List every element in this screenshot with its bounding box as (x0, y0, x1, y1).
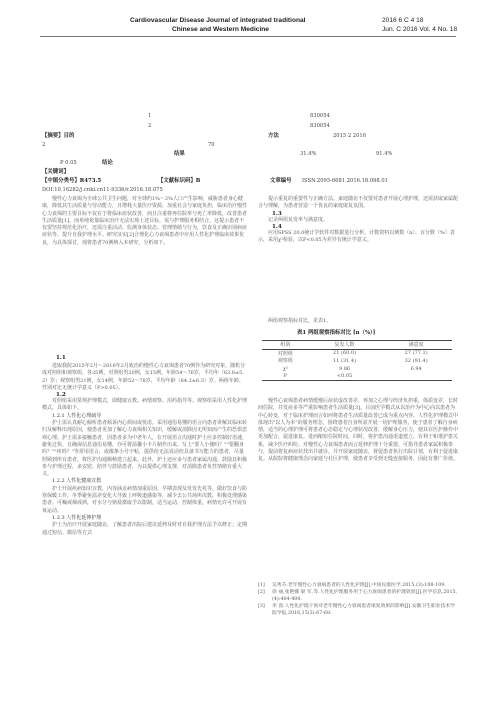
table-cell: 21 (60.0) (333, 350, 357, 357)
discussion-paragraph: 慢性心衰竭患者病情缓慢后症状虚改善差，再加之心理与经济负担重，体质变差，长时间住院，并发症多等严重影响患者生活质量[3]。目前医学模式从以治疗为中心向以患者为中心转变，对于临床护理而言如何将患者生活质量改善已成为重点内容。人性化护理模式中体现出"以人为本"的服务理念，围绕患者自身所需开展一切护理服务，使于患者了解自身病情，适当的心理护理可将患者心态稳定与心理状况改善，缓解身心压力，使其在医护操作中更加配合，促进康复。进而缩短住院时间，同时，将护患沟通渠道建立，有利于和谐护患关系，减少医疗纠纷。对慢性心力衰竭患者而言延伸护理十分重要，可指导患者家属积极参与，提前将复病症状找出并就诊，并开展家庭随访，督促患者执行出院计划，有利于促进康复。从院院将健康理念向家庭与社区护理，使患者享受到无缝连接服务，因此有推广价值。 (258, 398, 459, 463)
table-cell (380, 372, 452, 380)
header-rule (40, 36, 456, 37)
abstract-dates: 2015 2 2016 (333, 133, 367, 139)
section-1-2-2-title: 1.2.2 人性化健康宣教 (52, 478, 102, 485)
journal-title-line1: Cardiovascular Disease Journal of integrated traditional (130, 17, 306, 24)
reference-number: [2] (258, 590, 265, 595)
table-row (262, 372, 452, 380)
conclusion-label: 结论 (102, 160, 113, 166)
section-1-2-3-title: 1.2.3 人性化延伸护理 (52, 514, 102, 521)
abstract-label: 【摘要】目的 (42, 133, 75, 139)
journal-title-line2: Chinese and Western Medicine (172, 26, 269, 33)
table-header-row (262, 341, 452, 349)
table-cell: 11 (31.4) (333, 357, 357, 364)
table-row (262, 365, 452, 373)
method-label: 方法 (268, 133, 279, 139)
section-1-2-text: 对照组采用常规护理模式，即健康宣教、病情观察、用药指导等。观察组采用人性化护理模式，具体如下。 (42, 398, 248, 412)
references (258, 582, 458, 617)
table-cell: 9.86 (338, 365, 351, 372)
table-caption: 表1 两组观察指标对比 [n（%）] (297, 330, 376, 336)
left-column (42, 355, 248, 537)
reference-number: [1] (258, 583, 265, 588)
section-1-2-3-text: 护士为治疗开展家庭随访，了解患者出院后建议延伸及时对自我护理方法予以修正；定期通过短信、微信等方式 (42, 522, 248, 536)
reference-text: 徐 丽,张艳娜 梁 军.等.人性化护理服务用于心力衰竭患者的护理效果[J].医学信息,2015,(4):404-404. (272, 590, 458, 602)
section-1-2-1-title: 1.2.1 人性化心理疏导 (52, 412, 102, 419)
section-1-4-title: 1.4 (272, 223, 282, 230)
keywords-label: 【关键词】 (42, 169, 69, 175)
table-cell: 32 (91.4) (404, 357, 428, 364)
table-header-cell: 组别 (280, 342, 291, 349)
table-header-cell: 复发人数 (334, 342, 355, 349)
reference-item (258, 589, 458, 603)
intro-paragraph: 慢性心力衰竭为全球公共卫生问题，对全球约1%～2%人口产生影响，威胁患者身心健康，降低其生活质量与劳动能力，且增耗大量医疗资源，加重社会与家庭负担，临床治疗慢性心力衰竭的主要目标不仅在于将临床症状改善，而且注重将再住院率与死亡率降低，改善患者生活质量[1]。而单纯依靠临床治疗无法实现上述目标，需与护理服务相结合。这提示患者不仅要坚持规范化治疗，还需注重活动、监测身体状态、管理情绪与行为，饮食及正确识别病症症状等，提升自我护理水平。研究证实[2]合理化心力衰竭患者中应用人性化护理临床效果优良，为具体探讨，现将患者70例纳入本研究，分析如下。 (42, 196, 248, 246)
issue-top: 2016 6 C 4 18 (382, 17, 424, 24)
table-header-cell: 满意度 (408, 342, 424, 349)
table-cell: 对照组 (277, 350, 293, 357)
affiliation-2: 2 (148, 123, 152, 129)
reference-item (258, 582, 458, 589)
issue-bottom: Jun. C 2016 Vol. 4 No. 18 (382, 26, 458, 33)
table-cell: 27 (77.1) (404, 350, 428, 357)
table-cell: 观察组 (277, 358, 293, 365)
abstract-num-70: 70 (208, 142, 215, 148)
affiliation-2-code: 830054 (310, 123, 330, 129)
table-cell: 6.94 (410, 365, 422, 372)
abstract-num-2: 2 (42, 142, 46, 148)
table-row (262, 357, 452, 365)
clc-number: 【中图分类号】R473.5 (42, 178, 102, 184)
section-1-4-text: 应用SPSS 20.0统计学软件对数据进行分析，计数资料以例数（n）、百分数（%）表示，采用χ²检验，以P<0.05为差异有统计学意义。 (258, 229, 455, 244)
abstract-pct2: 91.4% (376, 151, 393, 157)
result-label: 结果 (174, 151, 185, 157)
section-1-2-2-text: 护士开展疾病知识宣教，内容涵盖病情加重原因、早期表现及发发先兆等，做好饮食与防寒保暖工作，冬季避免温差变化大导致上呼吸道感染等，减少去公共场所次数，积极处理感染患者。可嘱戒烟戒酒，对水分与钠盐摄取予以限制，适当运动，控制体重，病情允许可开展有氧运动。 (42, 485, 248, 514)
affiliation-1: 1 (148, 113, 152, 119)
section-1-2-1-text: 护士需认真耐心倾听患者倾诉内心烦闷或忧虑，采用通俗易懂的语言向患者讲解其临床转归及解释出现原因，使患者更加了解心力衰竭相关知识，缓解或消除因无所知而产生的恐惧悲观心理。护士需多接触患者，因患者多为中老年人，在开展语言沟通时护士应多控制好语速，避免过快，且确保信息通俗易懂，亦可将温馨小卡片制作出来，写上"要人小便吗？""要翻身吗？""疼吗？"等常用语言，或像条小号字帖，提供给无法说话但具备书写能力的患者，尽量照顾到所有患者，将医护沟通顺畅建立起来。此外，护士还应多与患者家属沟通，鼓励其积极参与护理过程，多安慰、陪伴与鼓励患者，为其提供心理支撑，对消除患者负性情绪有重大义。 (42, 420, 248, 478)
section-1-1-text: 选取我院2015年2月～2016年2月收治的慢性心力衰竭患者70例作为研究对象，随机分成对照组和观察组，各35例。对照组男20例，女15例，年龄54～76岁，平均年（63.8±5.2）岁；观察组男21例，女14例，年龄52～78岁，平均年龄（64.2±6.3）岁。两组年龄、性别对比无统计学意义（P>0.05）。 (42, 363, 246, 391)
doi: DOI:10.16282/j.cnki.cn11-9336/r.2016.18.075 (42, 187, 163, 193)
table-cell: <0.05 (336, 373, 353, 380)
reference-number: [3] (258, 604, 265, 609)
section-1-3-text: 记录两组复发率与满意度。 (268, 216, 329, 223)
section-1-3-title: 1.3 (272, 210, 282, 217)
reference-text: 吴秀芬.老年慢性心力衰竭患者的人性化护理[J].中国民康医学,2015,(3):108-109. (272, 583, 446, 588)
right-column-top (258, 196, 458, 244)
table-cell: P (283, 373, 288, 380)
issn: ISSN.2095-6681.2016.18.098.01 (302, 178, 388, 184)
abstract-p-value: P 0.05 (60, 160, 77, 166)
table-cell: χ² (282, 365, 288, 372)
abstract-pct1: 31.4% (300, 151, 317, 157)
article-number-label: 文章编号 (270, 178, 292, 184)
document-code: 【文献标识码】B (158, 178, 201, 184)
section-1-2-title: 1.2 (56, 392, 66, 399)
results-table (262, 340, 452, 381)
reference-item (258, 603, 458, 617)
affiliation-1-code: 830054 (310, 113, 330, 119)
right-results-intro: 两组观察指标对比，见表1。 (268, 318, 332, 324)
table-row (262, 349, 452, 357)
right-paragraph-1: 提示重复的重要性与正确方法。家庭随访不仅要对患者开展心理护理，还需获取家属配合与理解，为患者营造一个优良的家庭康复氛围。 (258, 196, 459, 210)
section-1-1-title: 1.1 (56, 355, 66, 361)
reference-text: 李 茵.人性化护理干预对老年慢性心力衰竭患者康复效果的影响[J].安徽卫生职业技术学院学报,2016,15(3):67-68. (272, 604, 455, 616)
